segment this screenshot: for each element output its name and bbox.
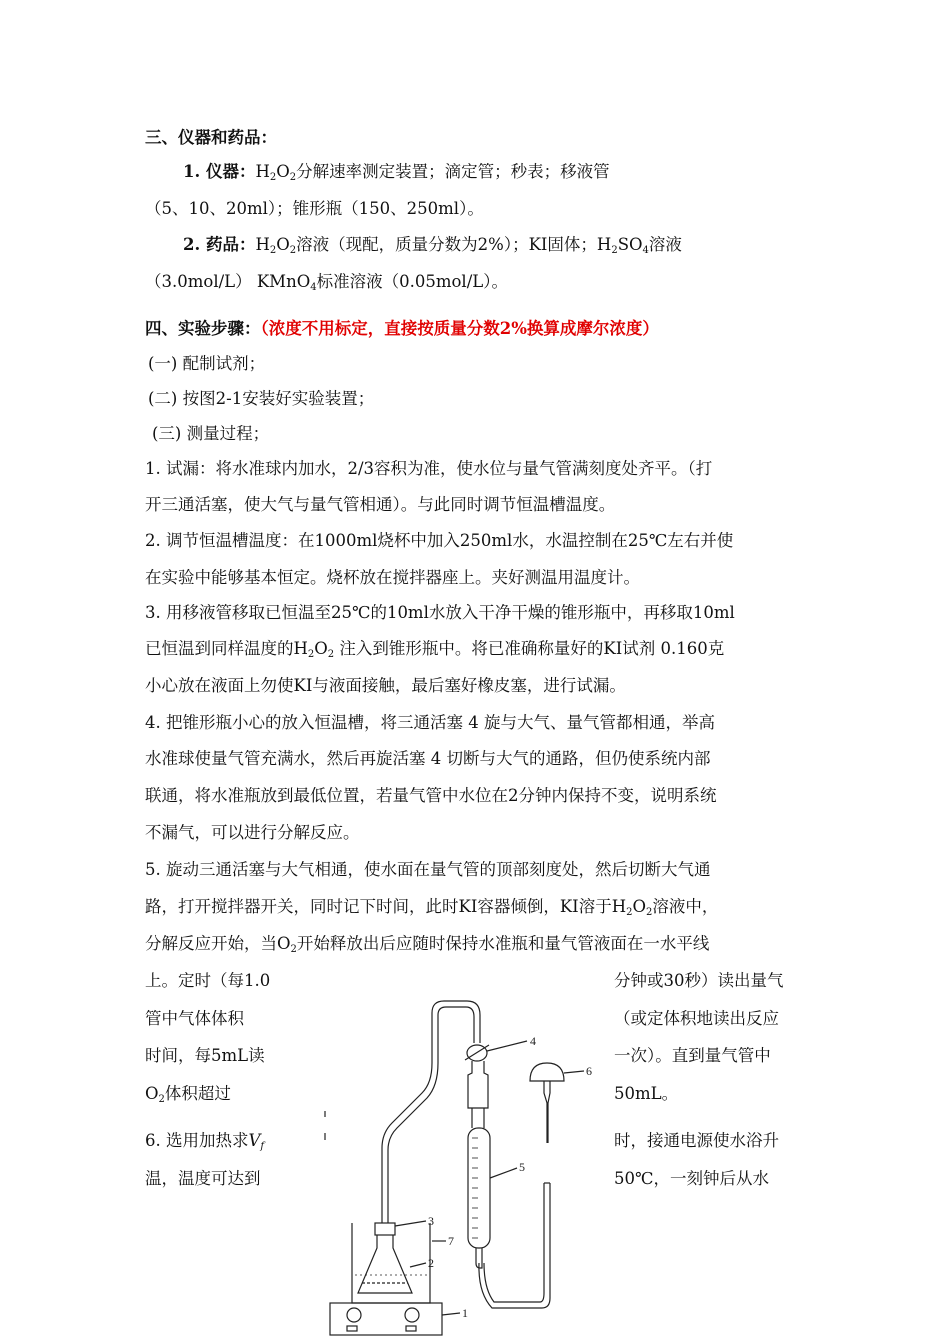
step5-o: O <box>632 897 646 916</box>
step6-line2-left: 温，温度可达到 <box>145 1169 261 1188</box>
gas-burette-5 <box>468 1128 490 1248</box>
step4-line3: 联通，将水准瓶放到最低位置，若量气管中水位在2分钟内保持不变，说明系统 <box>145 786 717 805</box>
h2o2-sub-h: 2 <box>269 172 277 183</box>
step5-line3 <box>145 933 709 955</box>
connecting-tube-inner <box>388 1007 474 1223</box>
chem-sub-h: 2 <box>269 245 277 256</box>
step5-line3-a: 分解反应开始，当O <box>145 934 291 953</box>
step3-line3: 小心放在液面上勿使KI与液面接触，最后塞好橡皮塞，进行试漏。 <box>145 676 626 695</box>
apparatus-diagram <box>322 993 612 1344</box>
chem-part2: 溶液 <box>648 235 682 254</box>
step5-line4-right: 分钟或30秒）读出量气 <box>614 971 784 990</box>
kmno4-sub: 4 <box>310 282 317 293</box>
section3-heading: 三、仪器和药品： <box>145 128 277 147</box>
fig-label-7: 7 <box>448 1234 454 1248</box>
step5-line2-b: 溶液中， <box>652 897 719 916</box>
step3-sub2: 2 <box>327 649 335 660</box>
step5-line7-o: O <box>145 1084 159 1103</box>
chemicals-label: 2. 药品： <box>183 235 256 254</box>
section4-note: （浓度不用标定，直接按质量分数2%换算成摩尔浓度） <box>260 319 659 338</box>
step2-line2: 在实验中能够基本恒定。烧杯放在搅拌器座上。夹好测温用温度计。 <box>145 568 640 587</box>
section4-heading-line <box>145 318 659 340</box>
chem-sub-o: 2 <box>289 245 297 256</box>
step3-sub1: 2 <box>307 649 315 660</box>
step5-line5-right: （或定体积地读出反应 <box>614 1009 779 1028</box>
fig-label-4: 4 <box>530 1034 536 1048</box>
step5-sub2: 2 <box>645 907 653 918</box>
chemicals-line1 <box>183 234 682 256</box>
step5-line3-b: 开始释放出后应随时保持水准瓶和量气管液面在一水平线 <box>296 934 710 953</box>
step5-line3-sub: 2 <box>290 944 297 955</box>
h2o2-h: H <box>255 162 270 181</box>
sub-step-2: (二) 按图2-1安装好实验装置； <box>148 389 375 408</box>
step4-line2: 水准球使量气管充满水，然后再旋活塞 4 切断与大气的通路，但仍使系统内部 <box>145 749 711 768</box>
stirrer-knob <box>405 1308 419 1322</box>
stirrer-knob <box>347 1308 361 1322</box>
chem-so: SO <box>617 235 643 254</box>
bulb-lead <box>564 1071 584 1073</box>
stopcock-lead <box>487 1041 527 1051</box>
instruments-line2: （5、10、20ml）；锥形瓶（150、250ml）。 <box>145 199 484 218</box>
step5-line5-left: 管中气体体积 <box>145 1009 244 1028</box>
base-lead <box>442 1313 460 1315</box>
fig-label-2: 2 <box>428 1256 434 1270</box>
connecting-tube <box>382 1001 480 1223</box>
so4-sub: 4 <box>642 245 649 256</box>
step5-line7-sub: 2 <box>158 1094 165 1105</box>
conical-flask-2 <box>358 1235 412 1293</box>
step6-line1-right: 时，接通电源使水浴升 <box>614 1131 779 1150</box>
step5-line7-left <box>145 1083 231 1105</box>
chem-h: H <box>255 235 270 254</box>
stopper-lead <box>395 1221 426 1226</box>
step5-line1: 5. 旋动三通活塞与大气相通，使水面在量气管的顶部刻度处，然后切断大气通 <box>145 860 711 879</box>
step3-line2-a: 已恒温到同样温度的H <box>145 639 308 658</box>
step2-line1: 2. 调节恒温槽温度：在1000ml烧杯中加入250ml水，水温控制在25℃左右并使 <box>145 531 734 550</box>
step1-line1: 1. 试漏：将水准球内加水，2/3容积为准，使水位与量气管满刻度处齐平。（打 <box>145 459 713 478</box>
instruments-line1-rest: 分解速率测定装置；滴定管；秒表；移液管 <box>296 162 610 181</box>
step6-line2-right: 50℃，一刻钟后从水 <box>614 1169 769 1188</box>
step5-line7-text: 体积超过 <box>164 1084 231 1103</box>
fig-label-6: 6 <box>586 1064 592 1078</box>
chem-line2-a: （3.0mol/L） KMnO <box>145 272 311 291</box>
sub-step-1: (一) 配制试剂； <box>148 354 266 373</box>
step6-line1-left <box>145 1130 264 1152</box>
step5-line4-left: 上。定时（每1.0 <box>145 971 271 990</box>
step3-line2 <box>145 638 724 660</box>
step5-line2-a: 路，打开搅拌器开关，同时记下时间，此时KI容器倾倒，KI溶于H <box>145 897 627 916</box>
chem-line2-b: 标准溶液（0.05mol/L）。 <box>316 272 508 291</box>
step3-line1: 3. 用移液管移取已恒温至25℃的10ml水放入干净干燥的锥形瓶中，再移取10ml <box>145 603 735 622</box>
step4-line4: 不漏气，可以进行分解反应。 <box>145 823 360 842</box>
step6-line1-text: 6. 选用加热求 <box>145 1131 249 1150</box>
h2o2-o: O <box>276 162 290 181</box>
step4-line1: 4. 把锥形瓶小心的放入恒温槽，将三通活塞 4 旋与大气、量气管都相通，举高 <box>145 713 715 732</box>
step6-f: f <box>260 1141 265 1152</box>
chem-part1: 溶液（现配，质量分数为2%）；KI固体；H <box>296 235 612 254</box>
fig-label-5: 5 <box>519 1160 525 1174</box>
upper-tube <box>468 1061 488 1108</box>
instruments-label: 1. 仪器： <box>183 162 256 181</box>
instruments-line1 <box>183 161 610 183</box>
chem-o: O <box>276 235 290 254</box>
step3-o: O <box>314 639 328 658</box>
leveling-bulb-6 <box>530 1063 564 1081</box>
step3-line2-b: 注入到锥形瓶中。将已准确称量好的KI试剂 0.160克 <box>334 639 725 658</box>
fig-label-3: 3 <box>428 1214 434 1228</box>
flask-lead <box>410 1263 426 1267</box>
h2o2-sub-o: 2 <box>289 172 297 183</box>
sub-step-3: (三) 测量过程； <box>152 424 270 443</box>
rubber-stopper-3 <box>375 1223 395 1235</box>
step5-line6-right: 一次）。直到量气管中 <box>614 1046 771 1065</box>
step6-v: V <box>248 1131 261 1150</box>
step5-line7-right: 50mL。 <box>614 1084 679 1103</box>
step5-sub1: 2 <box>626 907 633 918</box>
step5-line2 <box>145 896 718 918</box>
step5-line6-left: 时间，每5mL读 <box>145 1046 265 1065</box>
burette-lead <box>490 1168 517 1178</box>
h2so4-sub: 2 <box>611 245 618 256</box>
step1-line2: 开三通活塞，使大气与量气管相通）。与此同时调节恒温槽温度。 <box>145 495 616 514</box>
section4-heading: 四、实验步骤： <box>145 319 261 338</box>
fig-label-1: 1 <box>462 1306 468 1320</box>
chemicals-line2 <box>145 271 508 293</box>
